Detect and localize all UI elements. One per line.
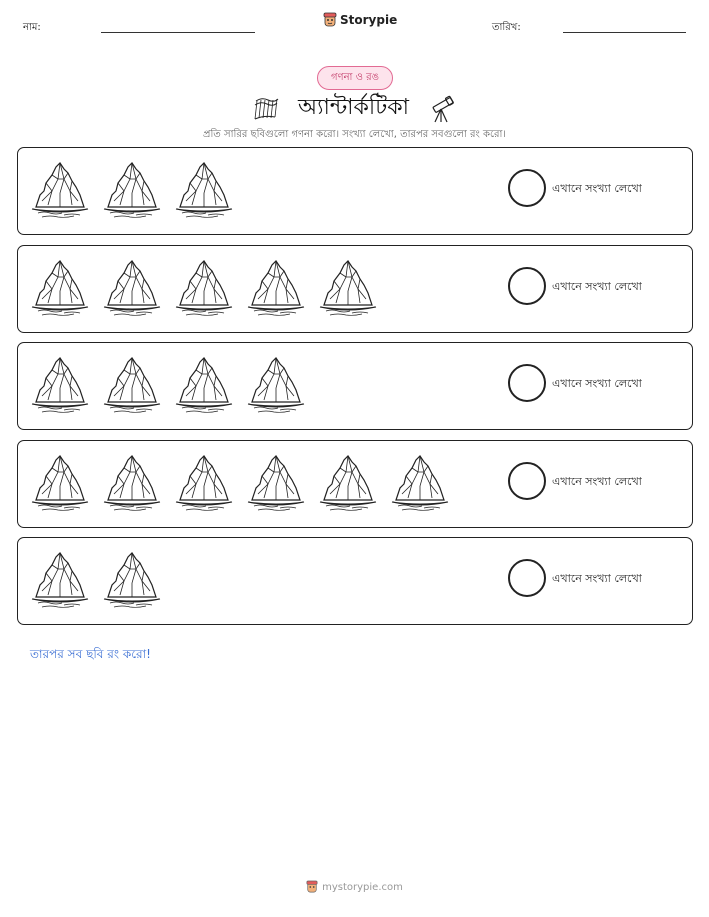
iceberg-icon <box>30 450 90 512</box>
color-instruction: তারপর সব ছবি রং করো! <box>30 647 151 661</box>
iceberg-group <box>30 547 162 609</box>
answer-label: এখানে সংখ্যা লেখো <box>552 572 642 585</box>
iceberg-icon <box>102 157 162 219</box>
iceberg-icon <box>174 450 234 512</box>
answer-circle[interactable] <box>508 364 546 402</box>
date-label: তারিখ: <box>492 22 521 33</box>
brand-name: Storypie <box>340 13 398 27</box>
answer-circle[interactable] <box>508 267 546 305</box>
iceberg-icon <box>102 352 162 414</box>
counting-row-3 <box>17 342 693 430</box>
iceberg-group <box>30 352 306 414</box>
brand-logo <box>323 12 397 28</box>
iceberg-icon <box>246 450 306 512</box>
counting-row-4 <box>17 440 693 528</box>
category-badge: গণনা ও রঙ <box>317 66 393 90</box>
iceberg-icon <box>390 450 450 512</box>
iceberg-group <box>30 450 450 512</box>
iceberg-icon <box>30 352 90 414</box>
iceberg-icon <box>174 352 234 414</box>
counting-row-2 <box>17 245 693 333</box>
instructions: প্রতি সারির ছবিগুলো গণনা করো। সংখ্যা লেখো, তারপর সবগুলো রং করো। <box>202 129 506 140</box>
iceberg-icon <box>30 157 90 219</box>
answer-label: এখানে সংখ্যা লেখো <box>552 377 642 390</box>
iceberg-icon <box>174 157 234 219</box>
footer-url: mystorypie.com <box>322 881 403 893</box>
iceberg-icon <box>318 255 378 317</box>
date-field[interactable] <box>563 32 686 33</box>
iceberg-icon <box>318 450 378 512</box>
answer-circle[interactable] <box>508 169 546 207</box>
counting-row-1 <box>17 147 693 235</box>
storypie-mascot-icon <box>323 12 337 28</box>
answer-label: এখানে সংখ্যা লেখো <box>552 182 642 195</box>
title-row <box>0 90 709 127</box>
answer-label: এখানে সংখ্যা লেখো <box>552 280 642 293</box>
iceberg-icon <box>102 255 162 317</box>
page-title: অ্যান্টার্কটিকা <box>298 95 409 120</box>
iceberg-icon <box>246 255 306 317</box>
answer-circle[interactable] <box>508 559 546 597</box>
iceberg-group <box>30 157 234 219</box>
storypie-mascot-icon <box>306 880 318 894</box>
answer-label: এখানে সংখ্যা লেখো <box>552 475 642 488</box>
aurora-icon <box>252 95 280 123</box>
footer-brand <box>0 880 709 894</box>
name-label: নাম: <box>23 22 41 33</box>
name-field[interactable] <box>101 32 255 33</box>
counting-row-5 <box>17 537 693 625</box>
iceberg-icon <box>246 352 306 414</box>
iceberg-icon <box>30 255 90 317</box>
iceberg-icon <box>30 547 90 609</box>
iceberg-group <box>30 255 378 317</box>
iceberg-icon <box>102 450 162 512</box>
iceberg-icon <box>102 547 162 609</box>
iceberg-icon <box>174 255 234 317</box>
telescope-icon <box>427 94 457 124</box>
answer-circle[interactable] <box>508 462 546 500</box>
